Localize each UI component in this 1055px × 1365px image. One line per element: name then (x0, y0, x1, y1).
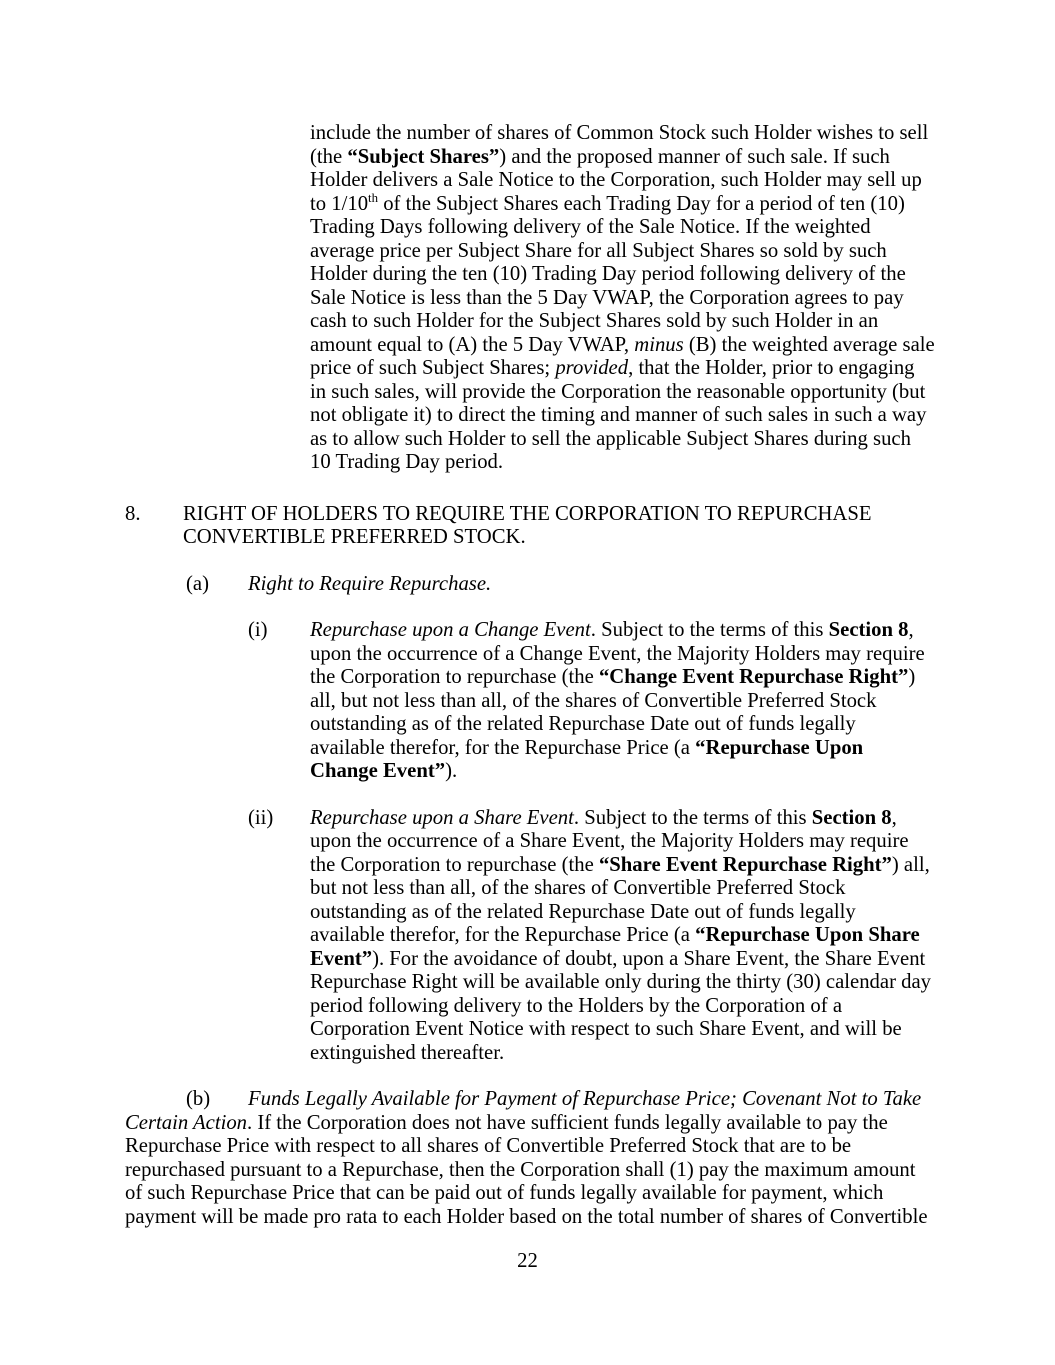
paragraph-b-number: (b) (186, 1088, 211, 1110)
item-a-text: Right to Require Repurchase. (248, 572, 492, 595)
page-number: 22 (517, 1250, 538, 1272)
item-a (125, 573, 935, 597)
item-ii (125, 807, 935, 1066)
section-8-number: 8. (125, 502, 141, 525)
paragraph-b-text: Funds Legally Available for Payment of Repurchase Price; Covenant Not to Take Certain Action. If the Corporation does not have sufficient funds legally available to pay the Repurchase Price with respect to all shares of Convertible Preferred Stock that are to be repurchased pursuant to a Repurchase, then the Corporation shall (1) pay the maximum amount of such Repurchase Price that can be paid out of funds legally available for payment, which payment will be made pro rata to each Holder based on the total number of shares of Convertible (125, 1088, 928, 1228)
item-ii-number: (ii) (248, 806, 274, 829)
item-ii-text: Repurchase upon a Share Event. Subject to the terms of this Section 8, upon the occurrence of a Share Event, the Majority Holders may require the Corporation to repurchase (the “Share Event Repurchase Right”) all, but not less than all, of the shares of Convertible Preferred Stock outstanding as of the related Repurchase Date out of funds legally available therefor, for the Repurchase Price (a “Repurchase Upon Share Event”). For the avoidance of doubt, upon a Share Event, the Share Event Repurchase Right will be available only during the thirty (30) calendar day period following delivery to the Holders by the Corporation of a Corporation Event Notice with respect to such Share Event, and will be extinguished thereafter. (310, 806, 932, 1064)
item-a-number: (a) (186, 572, 209, 595)
paragraph-continuation: include the number of shares of Common Stock such Holder wishes to sell (the “Subject Shares”) and the proposed manner of such sale. If such Holder delivers a Sale Notice to the Corporation, such Holder may sell up to 1/10th of the Subject Shares each Trading Day for a period of ten (10) Trading Days following delivery of the Sale Notice. If the weighted average price per Subject Share for all Subject Shares so sold by such Holder during the ten (10) Trading Day period following delivery of the Sale Notice is less than the 5 Day VWAP, the Corporation agrees to pay cash to such Holder for the Subject Shares sold by such Holder in an amount equal to (A) the 5 Day VWAP, minus (B) the weighted average sale price of such Subject Shares; provided, that the Holder, prior to engaging in such sales, will provide the Corporation the reasonable opportunity (but not obligate it) to direct the timing and manner of such sales in such a way as to allow such Holder to sell the applicable Subject Shares during such 10 Trading Day period. (310, 122, 935, 473)
paragraph-b (125, 1088, 935, 1229)
section-8-title: RIGHT OF HOLDERS TO REQUIRE THE CORPORATION TO REPURCHASE CONVERTIBLE PREFERRED STOCK. (183, 502, 872, 548)
item-i-number: (i) (248, 619, 268, 641)
section-8-heading (125, 503, 935, 550)
item-i (125, 619, 935, 784)
item-i-text: Repurchase upon a Change Event. Subject to the terms of this Section 8, upon the occurrence of a Change Event, the Majority Holders may require the Corporation to repurchase (the “Change Event Repurchase Right”) all, but not less than all, of the shares of Convertible Preferred Stock outstanding as of the related Repurchase Date out of funds legally available therefor, for the Repurchase Price (a “Repurchase Upon Change Event”). (310, 619, 925, 782)
